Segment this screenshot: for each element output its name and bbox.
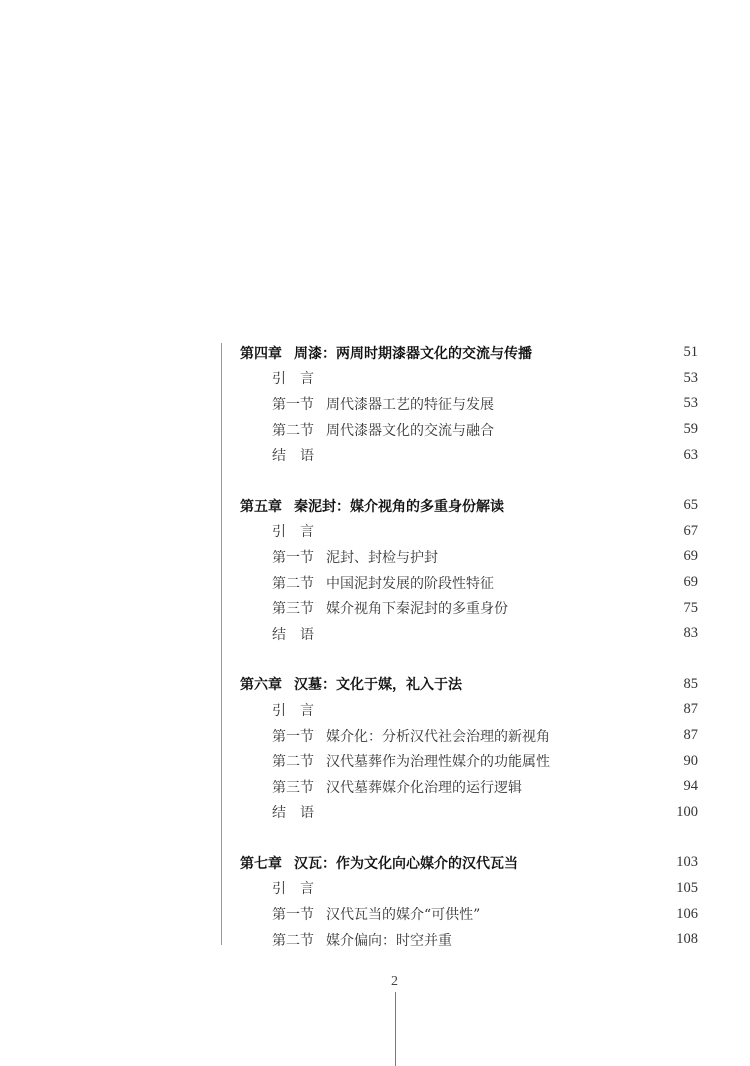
- table-of-contents: [240, 340, 698, 977]
- footer-rule: [395, 992, 396, 1066]
- toc-section[interactable]: [240, 800, 698, 826]
- toc-entry-title: 中国泥封发展的阶段性特征: [326, 575, 494, 592]
- toc-entry-label: [272, 700, 326, 720]
- toc-entry-label: [272, 598, 508, 618]
- toc-entry-label: [272, 904, 480, 924]
- toc-page-number: 94: [683, 778, 698, 795]
- toc-entry-number: 结 语: [272, 805, 314, 822]
- toc-chapter: [240, 850, 698, 952]
- toc-section[interactable]: [240, 876, 698, 902]
- toc-section[interactable]: [240, 570, 698, 596]
- toc-entry-number: 第七章: [240, 855, 282, 872]
- toc-entry-number: 第一节: [272, 396, 314, 413]
- toc-chapter-heading[interactable]: [240, 340, 698, 366]
- toc-entry-number: 第二节: [272, 932, 314, 949]
- toc-entry-number: 第二节: [272, 575, 314, 592]
- toc-chapter-heading[interactable]: [240, 672, 698, 698]
- toc-page-number: 67: [683, 522, 698, 539]
- toc-entry-number: 第四章: [240, 345, 282, 362]
- toc-section[interactable]: [240, 774, 698, 800]
- toc-page-number: 63: [683, 446, 698, 463]
- toc-entry-title: 汉瓦：作为文化向心媒介的汉代瓦当: [294, 855, 518, 872]
- toc-chapter: [240, 493, 698, 647]
- toc-entry-label: [272, 445, 326, 465]
- toc-section[interactable]: [240, 417, 698, 443]
- toc-entry-number: 结 语: [272, 626, 314, 643]
- toc-page-number: 85: [683, 675, 698, 692]
- toc-chapter: [240, 340, 698, 468]
- toc-entry-label: [272, 777, 522, 797]
- toc-page-number: 69: [683, 548, 698, 565]
- toc-entry-label: [240, 343, 532, 363]
- toc-entry-number: 第一节: [272, 907, 314, 924]
- toc-section[interactable]: [240, 391, 698, 417]
- toc-entry-title: 秦泥封：媒介视角的多重身份解读: [294, 498, 504, 515]
- toc-entry-title: 汉代墓葬作为治理性媒介的功能属性: [326, 754, 550, 771]
- toc-entry-title: 媒介视角下秦泥封的多重身份: [326, 601, 508, 618]
- toc-entry-number: 第三节: [272, 779, 314, 796]
- toc-entry-label: [272, 751, 550, 771]
- toc-entry-label: [272, 573, 494, 593]
- toc-entry-number: 引 言: [272, 371, 314, 388]
- toc-entry-label: [272, 368, 326, 388]
- margin-rule: [221, 343, 222, 945]
- toc-page-number: 87: [683, 727, 698, 744]
- toc-entry-number: 第六章: [240, 677, 282, 694]
- toc-page-number: 108: [676, 931, 698, 948]
- toc-section[interactable]: [240, 927, 698, 953]
- toc-entry-title: 泥封、封检与护封: [326, 549, 438, 566]
- toc-entry-title: 媒介化：分析汉代社会治理的新视角: [326, 728, 550, 745]
- toc-entry-number: 引 言: [272, 702, 314, 719]
- toc-entry-title: 媒介偏向：时空并重: [326, 932, 452, 949]
- toc-entry-label: [272, 394, 494, 414]
- toc-chapter: [240, 672, 698, 826]
- page-number: 2: [391, 974, 398, 989]
- toc-page-number: 103: [676, 854, 698, 871]
- toc-entry-number: 第一节: [272, 549, 314, 566]
- toc-section[interactable]: [240, 697, 698, 723]
- toc-entry-number: 第三节: [272, 601, 314, 618]
- toc-section[interactable]: [240, 442, 698, 468]
- toc-entry-number: 第一节: [272, 728, 314, 745]
- toc-section[interactable]: [240, 544, 698, 570]
- toc-entry-label: [272, 420, 494, 440]
- toc-entry-label: [240, 674, 462, 694]
- toc-page-number: 65: [683, 497, 698, 514]
- toc-page-number: 90: [683, 752, 698, 769]
- toc-entry-label: [240, 853, 518, 873]
- toc-entry-number: 结 语: [272, 448, 314, 465]
- toc-page-number: 83: [683, 625, 698, 642]
- toc-page-number: 100: [676, 803, 698, 820]
- toc-page-number: 53: [683, 369, 698, 386]
- toc-entry-label: [240, 496, 504, 516]
- toc-entry-label: [272, 547, 438, 567]
- toc-entry-number: 第五章: [240, 498, 282, 515]
- toc-entry-title: 汉代墓葬媒介化治理的运行逻辑: [326, 779, 522, 796]
- toc-page-number: 106: [676, 905, 698, 922]
- toc-entry-number: 引 言: [272, 881, 314, 898]
- toc-page-number: 105: [676, 879, 698, 896]
- toc-section[interactable]: [240, 595, 698, 621]
- toc-section[interactable]: [240, 366, 698, 392]
- toc-entry-label: [272, 802, 326, 822]
- toc-entry-number: 第二节: [272, 422, 314, 439]
- toc-entry-label: [272, 878, 326, 898]
- toc-entry-label: [272, 930, 452, 950]
- toc-page-number: 53: [683, 395, 698, 412]
- toc-page-number: 51: [683, 344, 698, 361]
- toc-entry-number: 引 言: [272, 524, 314, 541]
- toc-chapter-heading[interactable]: [240, 493, 698, 519]
- toc-section[interactable]: [240, 901, 698, 927]
- toc-section[interactable]: [240, 621, 698, 647]
- toc-entry-number: 第二节: [272, 754, 314, 771]
- toc-section[interactable]: [240, 748, 698, 774]
- toc-entry-label: [272, 726, 550, 746]
- toc-entry-title: 汉墓：文化于媒，礼入于法: [294, 677, 462, 694]
- toc-page-number: 87: [683, 701, 698, 718]
- toc-entry-label: [272, 624, 326, 644]
- toc-entry-title: 周代漆器工艺的特征与发展: [326, 396, 494, 413]
- toc-page-number: 59: [683, 421, 698, 438]
- toc-entry-title: 周漆：两周时期漆器文化的交流与传播: [294, 345, 532, 362]
- toc-chapter-heading[interactable]: [240, 850, 698, 876]
- toc-entry-title: 周代漆器文化的交流与融合: [326, 422, 494, 439]
- toc-section[interactable]: [240, 519, 698, 545]
- toc-page-number: 75: [683, 599, 698, 616]
- toc-section[interactable]: [240, 723, 698, 749]
- toc-entry-title: 汉代瓦当的媒介“可供性”: [326, 907, 481, 924]
- toc-entry-label: [272, 521, 326, 541]
- toc-page-number: 69: [683, 574, 698, 591]
